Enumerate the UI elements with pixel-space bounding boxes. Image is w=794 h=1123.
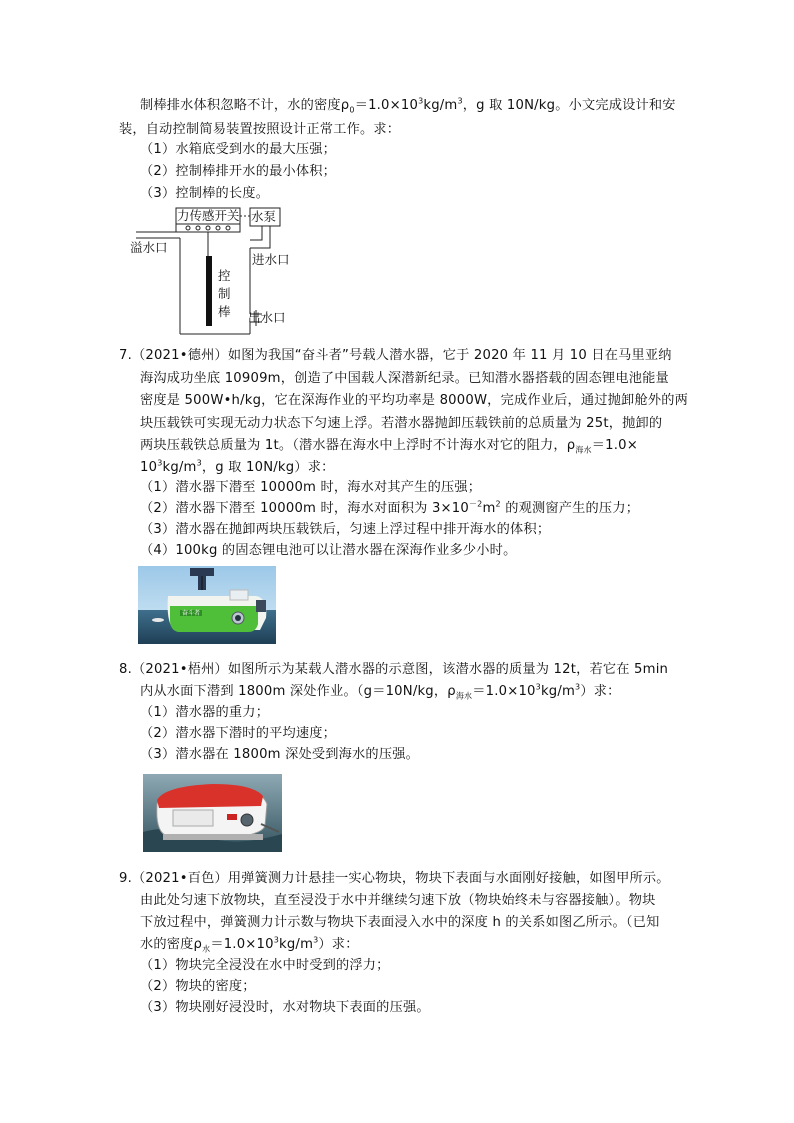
problem-7-line-4: 块压载铁可实现无动力状态下匀速上浮。若潜水器抛卸压载铁前的总质量为 25t，抛卸的: [140, 416, 663, 431]
problem-6-text-line-1: 制棒排水体积忽略不计，水的密度$\rho_0=1.0\times 10^3kg/m^3$，g 取 10N/kg。小文完成设计和安: [140, 96, 676, 115]
problem-8-line-1: 8.（2021•梧州）如图所示为某载人潜水器的示意图，该潜水器的质量为 12t，若它在 5min: [119, 662, 669, 677]
fendouzhe-submersible-image: [138, 566, 276, 644]
problem-7-question-4: （4）100kg 的固态锂电池可以让潜水器在深海作业多少小时。: [140, 543, 517, 558]
problem-9-question-3: （3）物块刚好浸没时，水对物块下表面的压强。: [140, 1000, 430, 1015]
problem-7-question-3: （3）潜水器在抛卸两块压载铁后，匀速上浮过程中排开海水的体积；: [140, 522, 551, 537]
problem-7-line-1: 7.（2021•德州）如图为我国“奋斗者”号载人潜水器，它于 2020 年 11 月 10 日在马里亚纳: [119, 348, 672, 363]
control-rod-label-1: 控: [218, 268, 231, 283]
problem-7-line-6: $10^3kg/m^3$，g 取 10N/kg）求：: [140, 458, 335, 475]
problem-7-line-2: 海沟成功坐底 10909m，创造了中国载人深潜新纪录。已知潜水器搭载的固态锂电池能量: [140, 371, 669, 386]
problem-9-question-1: （1）物块完全浸没在水中时受到的浮力；: [140, 958, 390, 973]
control-rod-label-3: 棒: [218, 304, 231, 319]
problem-7-line-3: 密度是 500W•h/kg，它在深海作业的平均功率是 8000W，完成作业后，通过抛卸舱外的两: [140, 393, 688, 408]
jiaolong-submersible-image: [143, 774, 282, 852]
force-sensor-switch-label: 力传感开关: [177, 208, 240, 223]
fendouzhe-submersible-photo: [138, 566, 276, 644]
water-tank-diagram: [130, 204, 300, 340]
problem-7-question-1: （1）潜水器下潜至 10000m 时，海水对其产生的压强；: [140, 480, 482, 495]
problem-8-line-2: 内从水面下潜到 1800m 深处作业。（g＝10N/kg，$\rho_{海水}=1.0\times 10^3kg/m^3$）求：: [140, 682, 621, 701]
overflow-outlet-label: 溢水口: [130, 240, 168, 255]
problem-7-question-2: （2）潜水器下潜至 10000m 时，海水对面积为 $3\times 10^{-2}m^2$ 的观测窗产生的压力；: [140, 499, 640, 516]
water-outlet-label: 出水口: [248, 310, 286, 325]
problem-6-text-line-2: 装，自动控制简易装置按照设计正常工作。求：: [119, 122, 401, 137]
problem-7-line-5: 两块压载铁总质量为 1t。（潜水器在海水中上浮时不计海水对它的阻力，$\rho_{海水}=1.0\times$: [140, 438, 638, 455]
problem-9-line-2: 由此处匀速下放物块，直至浸没于水中并继续匀速下放（物块始终未与容器接触）。物块: [140, 893, 656, 908]
problem-9-line-3: 下放过程中，弹簧测力计示数与物块下表面浸入水中的深度 h 的关系如图乙所示。（已知: [140, 915, 660, 930]
problem-9-line-4: 水的密度$\rho_水=1.0\times 10^3kg/m^3$）求：: [140, 935, 359, 954]
problem-8-question-1: （1）潜水器的重力；: [140, 705, 270, 720]
submersible-name-mark: 奋斗者: [182, 610, 201, 617]
problem-6-question-3: （3）控制棒的长度。: [140, 186, 270, 201]
jiaolong-submersible-photo: [143, 774, 282, 852]
problem-8-question-3: （3）潜水器在 1800m 深处受到海水的压强。: [140, 747, 419, 762]
problem-8-question-2: （2）潜水器下潜时的平均速度；: [140, 726, 337, 741]
problem-6-question-1: （1）水箱底受到水的最大压强；: [140, 142, 337, 157]
problem-6-question-2: （2）控制棒排开水的最小体积；: [140, 164, 337, 179]
problem-9-line-1: 9.（2021•百色）用弹簧测力计悬挂一实心物块，物块下表面与水面刚好接触，如图甲所示。: [119, 871, 670, 886]
problem-9-question-2: （2）物块的密度；: [140, 979, 256, 994]
water-pump-label: 水泵: [251, 209, 277, 224]
water-inlet-label: 进水口: [252, 252, 290, 267]
control-rod-label-2: 制: [218, 286, 231, 301]
